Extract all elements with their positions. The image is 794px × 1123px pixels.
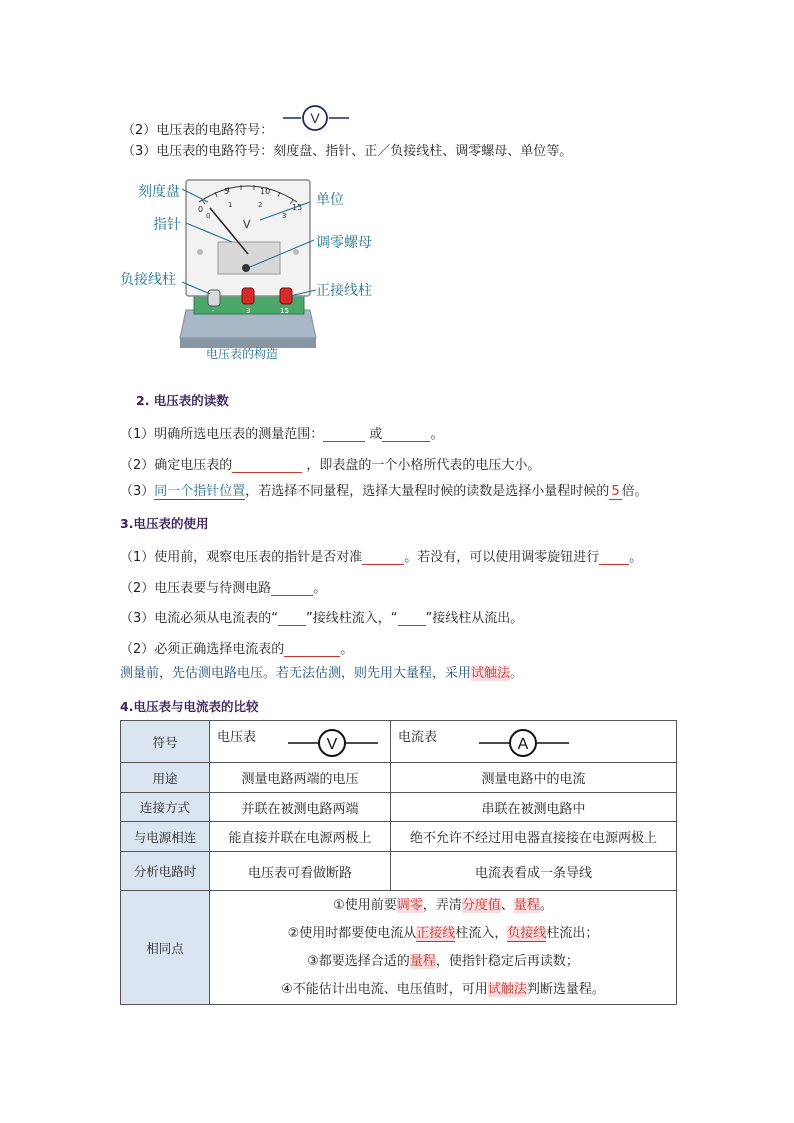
unit-mark: V (243, 218, 251, 231)
same-point-2: ②使用时都要使电流从正接线柱流入，负接线柱流出； (287, 925, 599, 941)
range-blank-2[interactable] (382, 428, 430, 442)
division-blank[interactable] (232, 459, 302, 473)
label-neg-terminal: 负接线柱 (120, 272, 176, 288)
hl-neg-terminal: 负接线 (507, 925, 547, 941)
s3-item-2-text: （2）电压表要与待测电路 (120, 581, 272, 596)
hl-zeroing: 调零 (396, 897, 423, 913)
intro-line-3-text: （3）电压表的电路符号：刻度盘、指针、正／负接线柱、调零螺母、单位等。 (122, 144, 573, 159)
s2-item-2-text-b: ，即表盘的一个小格所代表的电压大小。 (306, 458, 541, 473)
scale-bottom-0: 0 (206, 212, 211, 220)
table-row (121, 721, 677, 763)
s3-item-3-text-a: （3）电流必须从电流表的“ (120, 611, 279, 626)
label-pos-terminal: 正接线柱 (316, 283, 372, 299)
hl-trial-touch: 试触法 (487, 981, 527, 997)
s2-item-1-end: 。 (430, 427, 444, 442)
scale-top-zero: 0 (198, 205, 204, 214)
s2-item-3-end: 倍。 (621, 484, 648, 499)
range-select-blank[interactable] (284, 643, 340, 657)
volt-connection: 并联在被测电路两端 (210, 793, 391, 822)
label-unit: 单位 (316, 192, 344, 208)
table-row (121, 793, 677, 822)
s2-item-2-text-a: （2）确定电压表的 (120, 458, 233, 473)
zero-check-blank[interactable] (362, 551, 404, 565)
voltmeter-table-icon (288, 728, 378, 758)
s3-item-3-text-b: ”接线柱流入，“ (306, 611, 398, 626)
voltmeter-diagram (120, 172, 400, 367)
table-row (121, 852, 677, 891)
s2-item-2 (120, 454, 540, 473)
same-pointer-position: 同一个指针位置 (154, 484, 246, 499)
row-head-power: 与电源相连 (121, 822, 210, 852)
comparison-table (120, 720, 677, 1005)
same-point-4: ④不能估计出电流、电压值时，可用试触法判断选量程。 (281, 981, 605, 997)
row-head-connection: 连接方式 (121, 793, 210, 822)
terminal-label-3: 3 (246, 307, 251, 315)
label-pointer: 指针 (153, 217, 181, 233)
intro-line-3 (122, 140, 572, 159)
ammeter-table-letter: A (517, 736, 529, 753)
same-point-3: ③都要选择合适的量程，使指针稳定后再读数； (307, 953, 579, 969)
s3-note (120, 662, 523, 681)
amp-symbol-cell (391, 721, 677, 763)
same-point-1: ①使用前要调零，弄清分度值、量程。 (333, 897, 553, 913)
range-blank-1[interactable] (323, 428, 365, 442)
amp-connection: 串联在被测电路中 (391, 793, 677, 822)
s2-item-1-text: （1）明确所选电压表的测量范围： (120, 427, 324, 442)
ratio-answer: 5 (611, 484, 620, 499)
section-2-title: 2. 电压表的读数 (136, 393, 229, 408)
voltmeter-symbol-letter: V (310, 110, 320, 126)
s2-item-1-or: 或 (369, 427, 383, 442)
s3-item-1 (120, 546, 642, 565)
inflow-terminal-blank[interactable] (278, 612, 306, 626)
intro-line-2 (122, 119, 273, 138)
volt-analysis: 电压表可看做断路 (210, 852, 391, 891)
scale-bottom-2: 2 (258, 201, 263, 209)
s2-item-3-prefix: （3） (120, 484, 155, 499)
s3-item-4-text: （2）必须正确选择电流表的 (120, 642, 285, 657)
volt-symbol-cell (210, 721, 391, 763)
table-row (121, 822, 677, 852)
hl-division: 分度值 (461, 897, 501, 913)
scale-top-15: 15 (292, 203, 303, 212)
scale-bottom-1: 1 (228, 201, 233, 209)
s3-item-2-end: 。 (313, 581, 327, 596)
row-head-analysis: 分析电路时 (121, 852, 210, 891)
s3-item-1-end: 。 (629, 550, 643, 565)
amp-use: 测量电路中的电流 (391, 763, 677, 793)
hl-range-2: 量程 (409, 953, 436, 969)
s3-item-1-text-b: 。若没有，可以使用调零旋钮进行 (404, 550, 600, 565)
s3-note-end: 。 (510, 666, 524, 681)
intro-line-2-text: （2）电压表的电路符号： (122, 123, 274, 138)
s3-item-3-text-c: ”接线柱从流出。 (425, 611, 524, 626)
voltmeter-table-letter: V (326, 736, 338, 753)
connection-blank[interactable] (271, 582, 313, 596)
label-zero-nut: 调零螺母 (316, 235, 372, 251)
terminal-label-neg: - (212, 307, 215, 315)
s3-item-3 (120, 607, 523, 626)
volt-power: 能直接并联在电源两极上 (210, 822, 391, 852)
volt-use: 测量电路两端的电压 (210, 763, 391, 793)
label-dial: 刻度盘 (138, 184, 180, 200)
section-4-title: 4.电压表与电流表的比较 (120, 699, 259, 714)
volt-name: 电压表 (217, 730, 257, 745)
row-head-same: 相同点 (121, 891, 210, 1005)
amp-name: 电流表 (398, 730, 438, 745)
row-head-symbol: 符号 (121, 721, 210, 763)
same-points-cell (210, 891, 677, 1005)
s3-note-text: 测量前，先估测电路电压。若无法估测，则先用大量程，采用 (120, 666, 472, 681)
s3-item-1-text-a: （1）使用前，观察电压表的指针是否对准 (120, 550, 363, 565)
s3-item-2 (120, 577, 326, 596)
table-row (121, 891, 677, 1005)
outflow-terminal-blank[interactable] (398, 612, 426, 626)
amp-power: 绝不允许不经过用电器直接接在电源两极上 (391, 822, 677, 852)
hl-pos-terminal: 正接线 (416, 925, 456, 941)
scale-bottom-3: 3 (282, 212, 287, 220)
s2-item-3 (120, 480, 648, 499)
s2-item-3-text: ，若选择不同量程，选择大量程时候的读数是选择小量程时候的 (245, 484, 610, 499)
amp-analysis: 电流表看成一条导线 (391, 852, 677, 891)
scale-top-10: 10 (260, 187, 271, 196)
section-3-title: 3.电压表的使用 (120, 516, 209, 531)
zero-adjust-blank[interactable] (599, 551, 629, 565)
terminal-label-15: 15 (280, 307, 289, 315)
voltmeter-symbol-icon (283, 104, 349, 132)
table-row (121, 763, 677, 793)
ammeter-table-icon (479, 728, 569, 758)
scale-top-5: 5 (224, 187, 230, 196)
s2-item-1 (120, 423, 443, 442)
hl-range: 量程 (513, 897, 540, 913)
s3-item-4-end: 。 (340, 642, 354, 657)
trial-touch-method: 试触法 (471, 666, 511, 681)
diagram-caption: 电压表的构造 (206, 347, 279, 361)
row-head-use: 用途 (121, 763, 210, 793)
s3-item-4 (120, 638, 353, 657)
